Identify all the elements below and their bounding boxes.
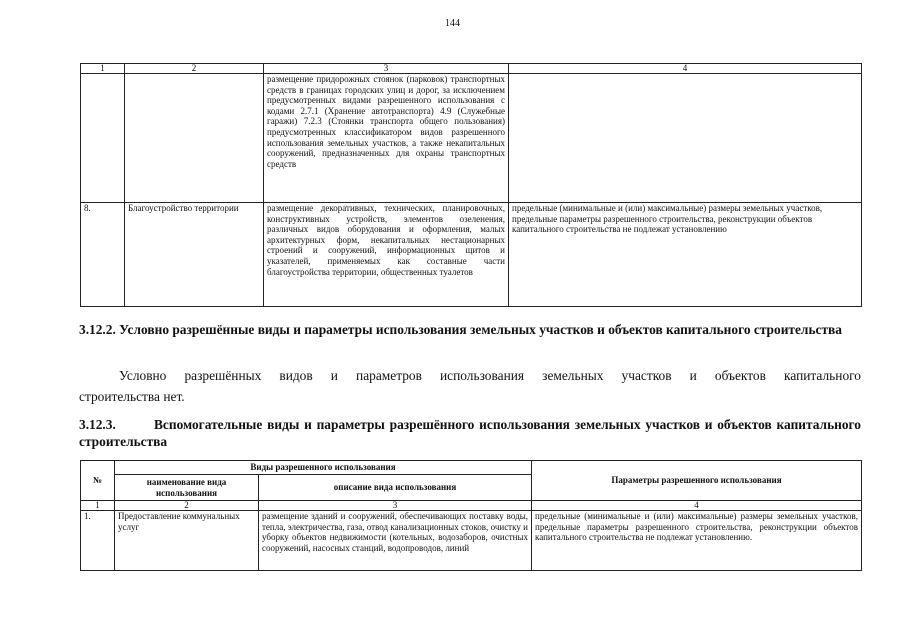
header-number: № [81, 461, 115, 501]
conditional-uses-paragraph [79, 365, 861, 407]
section-heading-3-12-3 [79, 416, 861, 450]
row-number: 1. [81, 511, 115, 571]
table-row [81, 511, 862, 571]
use-parameters: предельные (минимальные и (или) максимальные) размеры земельных участков, предельные параметры разрешенного строительства, реконструкции объектов капитального строительства не подлежат установлению. [532, 511, 862, 571]
header-description: описание вида использования [259, 475, 532, 501]
use-name [125, 74, 264, 203]
use-name: Предоставление коммунальных услуг [115, 511, 259, 571]
page-number: 144 [445, 18, 460, 29]
use-description: размещение придорожных стоянок (парковок) транспортных средств в границах городских улиц и дорог, за исключением предусмотренных видами разрешенного использования с кодами 2.7.1 (Хранение автотранспорта) 4.9 (Служебные гаражи) 7.2.3 (Стоянки транспорта общего пользования) предусмотренных классификатором видов разрешенного использования земельных участков, а также некапитальных сооружений, предназначенных для охраны транспортных средств [264, 74, 509, 203]
section-heading-3-12-2: 3.12.2. Условно разрешённые виды и параметры использования земельных участков и объектов капитального строительства [79, 322, 842, 337]
col-number: 1 [81, 501, 115, 511]
use-description: размещение декоративных, технических, планировочных, конструктивных устройств, элементов озеленения, различных видов оборудования и оформления, малых архитектурных форм, некапитальных нестационарных строений и сооружений, информационных щитов и указателей, применяемых как составные части благоустройства территории, общественных туалетов [264, 203, 509, 307]
col-number: 2 [125, 64, 264, 74]
column-number-row [81, 64, 862, 74]
table-row [81, 74, 862, 203]
row-number: 8. [81, 203, 125, 307]
table-header-row [81, 461, 862, 475]
col-number: 3 [259, 501, 532, 511]
auxiliary-uses-table [80, 460, 862, 571]
table-row [81, 203, 862, 307]
header-params: Параметры разрешенного использования [532, 461, 862, 501]
col-number: 2 [115, 501, 259, 511]
col-number: 3 [264, 64, 509, 74]
header-group: Виды разрешенного использования [115, 461, 532, 475]
row-number [81, 74, 125, 203]
permitted-uses-table-continued [80, 63, 862, 307]
section-title: Вспомогательные виды и параметры разрешённого использования земельных участков и объектов капитального строительства [79, 417, 861, 449]
col-number: 4 [509, 64, 862, 74]
paragraph-line: Условно разрешённых видов и параметров использования земельных участков и объектов капитального [119, 368, 861, 383]
column-number-row [81, 501, 862, 511]
use-parameters: предельные (минимальные и (или) максимальные) размеры земельных участков, предельные параметры разрешенного строительства, реконструкции объектов капитального строительства не подлежат установлению [509, 203, 862, 307]
col-number: 4 [532, 501, 862, 511]
header-name: наименование вида использования [115, 475, 259, 501]
paragraph-line: строительства нет. [79, 389, 185, 404]
use-parameters [509, 74, 862, 203]
col-number: 1 [81, 64, 125, 74]
section-number: 3.12.3. [79, 417, 116, 432]
use-name: Благоустройство территории [125, 203, 264, 307]
use-description: размещение зданий и сооружений, обеспечивающих поставку воды, тепла, электричества, газа, отвод канализационных стоков, очистку и уборку объектов недвижимости (котельных, водозаборов, очистных сооружений, насосных станций, водопроводов, линий [259, 511, 532, 571]
